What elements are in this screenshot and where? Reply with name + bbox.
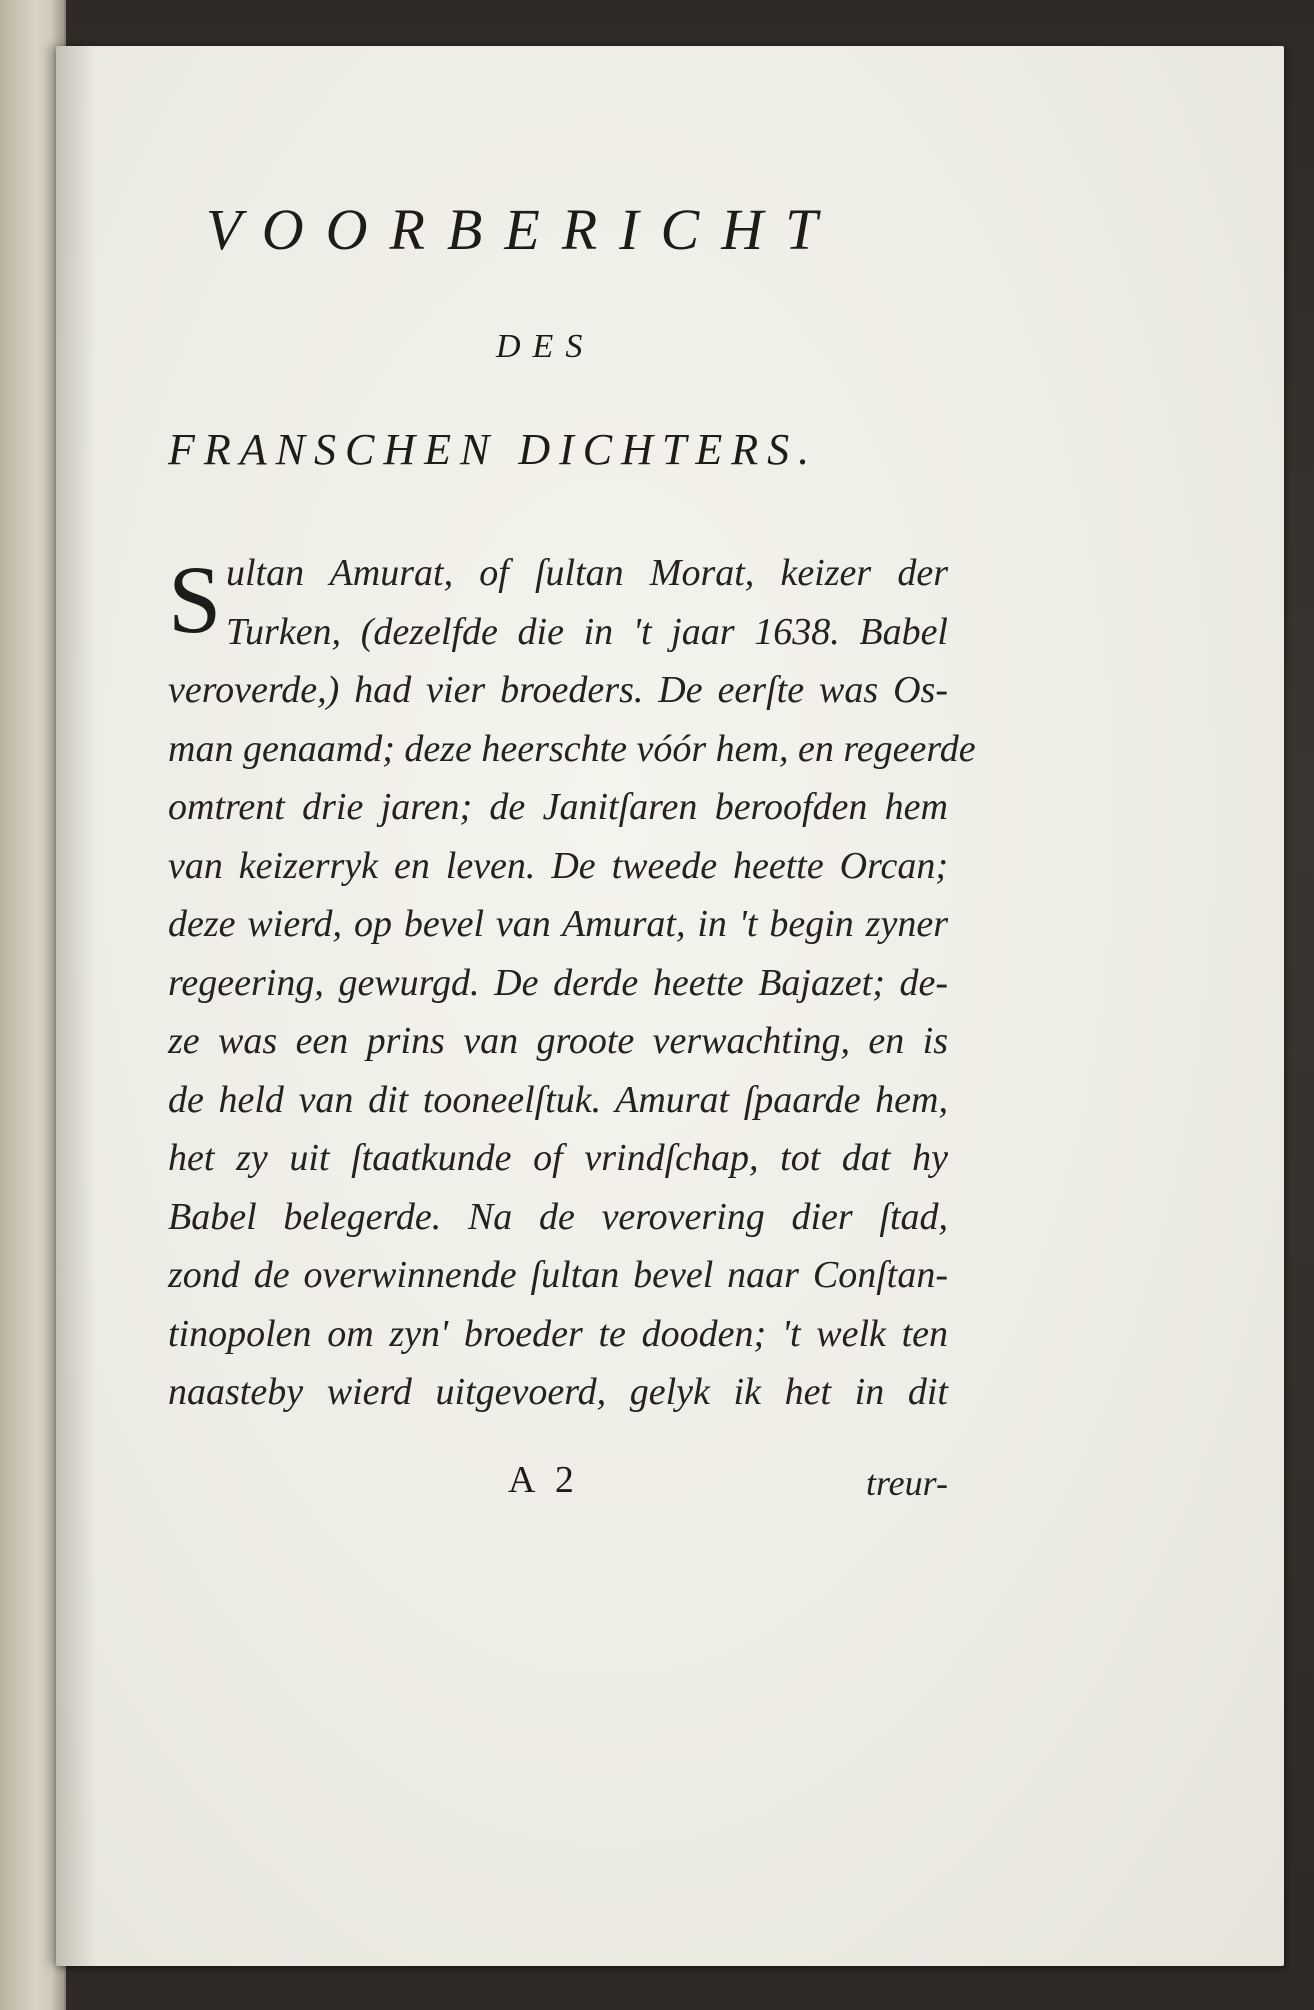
signature-mark: A 2	[508, 1459, 580, 1501]
page-subtitle: DES	[496, 328, 595, 365]
catchword: treur-	[866, 1463, 948, 1503]
text-line: ze was een prins van groote verwachting, en is	[168, 1020, 948, 1062]
text-line: deze wierd, op bevel van Amurat, in 't begin zyner	[168, 903, 948, 945]
text-line: naasteby wierd uitgevoerd, gelyk ik het in dit	[168, 1371, 948, 1413]
text-line: omtrent drie jaren; de Janitſaren beroofden hem	[168, 786, 948, 828]
text-line: Babel belegerde. Na de verovering dier ſtad,	[168, 1195, 948, 1238]
text-line: regeering, gewurgd. De derde heette Bajazet; de-	[168, 961, 948, 1004]
body-paragraph	[168, 544, 976, 1422]
text-line: tinopolen om zyn' broeder te dooden; 't welk ten	[168, 1312, 948, 1355]
text-line: van keizerryk en leven. De tweede heette Orcan;	[168, 844, 948, 887]
text-line: de held van dit tooneelſtuk. Amurat ſpaarde hem,	[168, 1078, 948, 1121]
text-line: Turken, (dezelfde die in 't jaar 1638. Babel	[226, 610, 948, 653]
text-line: ultan Amurat, of ſultan Morat, keizer der	[226, 552, 948, 594]
gutter-shadow	[56, 46, 96, 1966]
text-line: veroverde,) had vier broeders. De eerſte was Os-	[168, 669, 948, 711]
page-title-second-line: FRANSCHEN DICHTERS.	[168, 425, 819, 474]
book-page	[56, 46, 1284, 1966]
text-line: het zy uit ſtaatkunde of vrindſchap, tot dat hy	[168, 1137, 948, 1179]
text-line: zond de overwinnende ſultan bevel naar Conſtan-	[168, 1254, 948, 1296]
page-title: VOORBERICHT	[206, 197, 840, 262]
text-line: man genaamd; deze heerschte vóór hem, en regeerde	[168, 727, 976, 770]
drop-cap: S	[168, 546, 222, 653]
